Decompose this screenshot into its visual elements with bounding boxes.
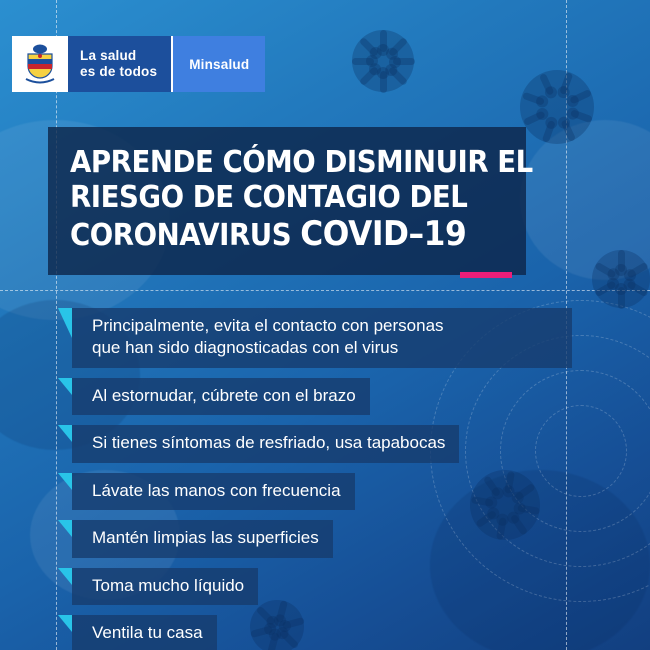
blob-shape — [520, 120, 650, 280]
colombia-coat-of-arms-icon — [12, 36, 68, 92]
dashed-guide-line — [56, 0, 57, 650]
list-item: Mantén limpias las superficies — [72, 520, 333, 557]
virus-particle-icon — [352, 30, 414, 92]
virus-particle-icon — [520, 70, 594, 144]
page-title — [70, 145, 533, 255]
headline-line-3-prefix: CORONAVIRUS — [70, 218, 301, 254]
dashed-guide-line — [0, 290, 650, 291]
list-item: Al estornudar, cúbrete con el brazo — [72, 378, 370, 415]
accent-underline — [460, 272, 512, 278]
headline-line-2: RIESGO DE CONTAGIO DEL — [70, 180, 468, 216]
tip-text-line-2: que han sido diagnosticadas con el virus — [92, 338, 399, 358]
headline-panel — [48, 127, 533, 275]
slogan-line-1: La salud — [80, 48, 137, 64]
slogan-line-2: es de todos — [80, 64, 158, 79]
headline-line-1: APRENDE CÓMO DISMINUIR EL — [70, 145, 533, 180]
tips-list — [72, 308, 572, 650]
list-item: Lávate las manos con frecuencia — [72, 473, 355, 510]
ministry-name: Minsalud — [173, 36, 265, 92]
list-item: Ventila tu casa — [72, 615, 217, 650]
list-item — [72, 308, 572, 368]
headline-line-3 — [70, 215, 469, 255]
ministry-logo-bar — [12, 36, 265, 92]
virus-particle-icon — [592, 250, 650, 308]
headline-covid-label: COVID–19 — [300, 214, 467, 255]
list-item: Toma mucho líquido — [72, 568, 258, 605]
tip-text-line-1: Principalmente, evita el contacto con personas — [92, 316, 444, 335]
ministry-slogan — [68, 36, 171, 92]
list-item: Si tienes síntomas de resfriado, usa tapabocas — [72, 425, 459, 462]
